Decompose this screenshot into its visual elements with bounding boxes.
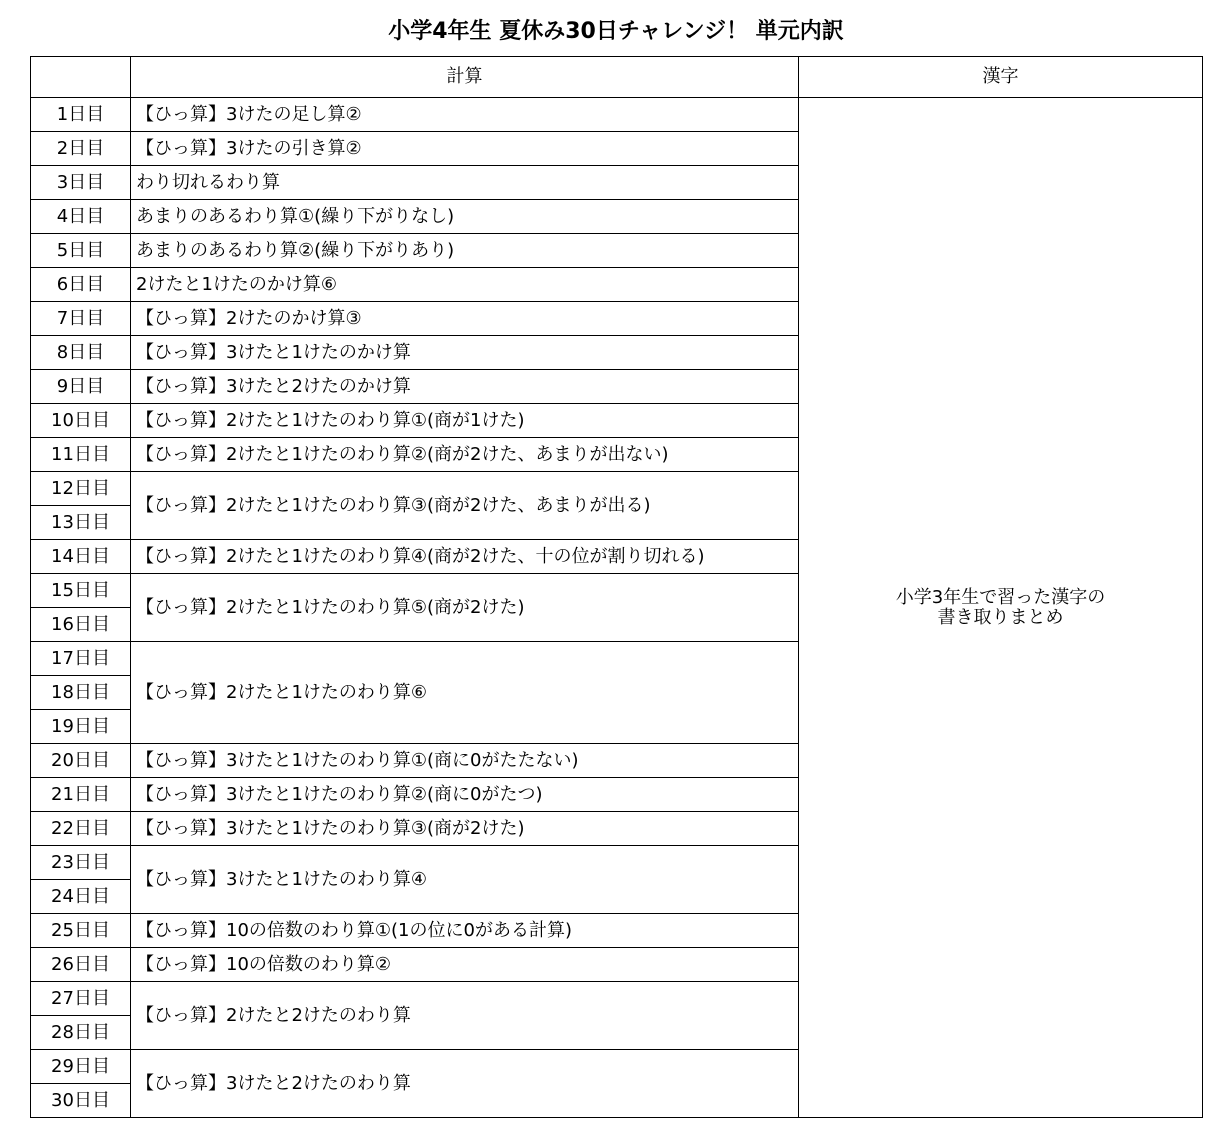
day-label: 20日目: [31, 744, 131, 778]
day-label: 4日目: [31, 200, 131, 234]
day-label: 13日目: [31, 506, 131, 540]
unit-label: 【ひっ算】3けたと1けたのわり算①(商に0がたたない): [131, 744, 799, 778]
day-label: 24日目: [31, 880, 131, 914]
unit-label: 【ひっ算】3けたと1けたのかけ算: [131, 336, 799, 370]
day-label: 21日目: [31, 778, 131, 812]
kanji-summary-line-2: 書き取りまとめ: [937, 606, 1064, 628]
table-row: [31, 98, 1203, 132]
day-label: 7日目: [31, 302, 131, 336]
unit-label: 【ひっ算】3けたと1けたのわり算③(商が2けた): [131, 812, 799, 846]
kanji-column-header: 漢字: [799, 57, 1203, 98]
page-title: 小学4年生 夏休み30日チャレンジ！ 単元内訳: [388, 19, 844, 44]
day-label: 22日目: [31, 812, 131, 846]
day-label: 27日目: [31, 982, 131, 1016]
unit-label: 【ひっ算】2けたと1けたのわり算⑥: [131, 642, 799, 744]
unit-label: 【ひっ算】2けたと2けたのわり算: [131, 982, 799, 1050]
day-label: 2日目: [31, 132, 131, 166]
day-label: 12日目: [31, 472, 131, 506]
schedule-table: [30, 56, 1203, 1118]
unit-label: 【ひっ算】3けたの引き算②: [131, 132, 799, 166]
unit-label: 【ひっ算】2けたと1けたのわり算④(商が2けた、十の位が割り切れる): [131, 540, 799, 574]
day-label: 28日目: [31, 1016, 131, 1050]
day-label: 23日目: [31, 846, 131, 880]
unit-label: 2けたと1けたのかけ算⑥: [131, 268, 799, 302]
day-label: 19日目: [31, 710, 131, 744]
header-row: [31, 57, 1203, 98]
day-label: 15日目: [31, 574, 131, 608]
unit-label: 【ひっ算】2けたのかけ算③: [131, 302, 799, 336]
kanji-summary-cell: [799, 98, 1203, 1118]
day-label: 14日目: [31, 540, 131, 574]
unit-label: 【ひっ算】2けたと1けたのわり算③(商が2けた、あまりが出る): [131, 472, 799, 540]
unit-label: 【ひっ算】2けたと1けたのわり算①(商が1けた): [131, 404, 799, 438]
day-label: 5日目: [31, 234, 131, 268]
unit-label: 【ひっ算】2けたと1けたのわり算②(商が2けた、あまりが出ない): [131, 438, 799, 472]
day-label: 25日目: [31, 914, 131, 948]
unit-label: あまりのあるわり算②(繰り下がりあり): [131, 234, 799, 268]
day-label: 30日目: [31, 1084, 131, 1118]
unit-label: 【ひっ算】3けたと2けたのわり算: [131, 1050, 799, 1118]
day-label: 26日目: [31, 948, 131, 982]
day-label: 9日目: [31, 370, 131, 404]
unit-label: 【ひっ算】3けたと1けたのわり算④: [131, 846, 799, 914]
kanji-summary-line-1: 小学3年生で習った漢字の: [895, 586, 1106, 608]
day-label: 3日目: [31, 166, 131, 200]
day-label: 17日目: [31, 642, 131, 676]
day-column-header: [31, 57, 131, 98]
unit-label: 【ひっ算】10の倍数のわり算②: [131, 948, 799, 982]
day-label: 18日目: [31, 676, 131, 710]
day-label: 11日目: [31, 438, 131, 472]
day-label: 6日目: [31, 268, 131, 302]
day-label: 16日目: [31, 608, 131, 642]
unit-label: あまりのあるわり算①(繰り下がりなし): [131, 200, 799, 234]
day-label: 8日目: [31, 336, 131, 370]
unit-label: わり切れるわり算: [131, 166, 799, 200]
day-label: 29日目: [31, 1050, 131, 1084]
unit-label: 【ひっ算】3けたと2けたのかけ算: [131, 370, 799, 404]
unit-label: 【ひっ算】10の倍数のわり算①(1の位に0がある計算): [131, 914, 799, 948]
unit-label: 【ひっ算】3けたと1けたのわり算②(商に0がたつ): [131, 778, 799, 812]
calc-column-header: 計算: [131, 57, 799, 98]
unit-label: 【ひっ算】3けたの足し算②: [131, 98, 799, 132]
unit-label: 【ひっ算】2けたと1けたのわり算⑤(商が2けた): [131, 574, 799, 642]
day-label: 1日目: [31, 98, 131, 132]
day-label: 10日目: [31, 404, 131, 438]
